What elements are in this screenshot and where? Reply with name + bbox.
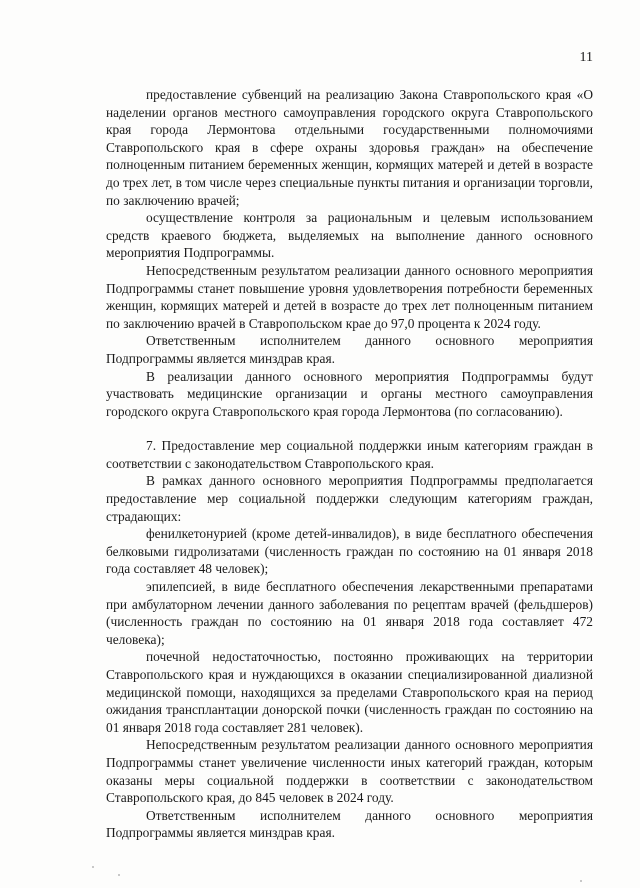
paragraph-renal-failure: почечной недостаточностью, постоянно проживающих на территории Ставропольского края и нуждающихся в оказании специализированной диализной медицинской помощи, находящихся за пределами Ставропольского края на период ожидания трансплантации донорской почки (численность граждан по состоянию на 01 января 2018 года составляет 281 человек). <box>106 649 593 735</box>
paragraph-result-support: Непосредственным результатом реализации данного основного мероприятия Подпрограммы станет увеличение численности иных категорий граждан, которым оказаны меры социальной поддержки в соответствии с законодательством Ставропольского края, до 845 человек в 2024 году. <box>106 737 593 806</box>
paragraph-phenylketonuria: фенилкетонурией (кроме детей-инвалидов), в виде бесплатного обеспечения белковыми гидролизатами (численность граждан по состоянию на 01 января 2018 года составляет 48 человек); <box>106 526 593 577</box>
document-body <box>106 86 593 842</box>
paragraph-result-nutrition: Непосредственным результатом реализации данного основного мероприятия Подпрограммы станет повышение уровня удовлетворения потребности беременных женщин, кормящих матерей и детей в возрасте до трех лет полноценным питанием по заключению врачей в Ставропольском крае до 97,0 процента к 2024 году. <box>106 262 593 331</box>
paragraph-participants: В реализации данного основного мероприятия Подпрограммы будут участвовать медицинские организации и органы местного самоуправления городского округа Ставропольского края города Лермонтова (по согласованию). <box>106 368 593 419</box>
paragraph-epilepsy: эпилепсией, в виде бесплатного обеспечения лекарственными препаратами при амбулаторном лечении данного заболевания по рецептам врачей (фельдшеров) (численность граждан по состоянию на 01 января 2018 года составляет 472 человека); <box>106 579 593 647</box>
paragraph-subventions: предоставление субвенций на реализацию Закона Ставропольского края «О наделении органов местного самоуправления городского округа Ставропольского края города Лермонтова отдельными государственными полномочиями Ставропольского края в сфере охраны здоровья граждан» на обеспечение полноценным питанием беременных женщин, кормящих матерей и детей в возрасте до трех лет, в том числе через специальные пункты питания и организации торговли, по заключению врачей; <box>106 87 593 208</box>
paragraph-budget-control: осуществление контроля за рациональным и целевым использованием средств краевого бюджета, выделяемых на выполнение данного основного мероприятия Подпрограммы. <box>106 210 593 261</box>
scan-speck <box>580 880 582 882</box>
paragraph-responsible-executor: Ответственным исполнителем данного основного мероприятия Подпрограммы является минздрав края. <box>106 333 593 366</box>
section-heading-7: 7. Предоставление мер социальной поддержки иным категориям граждан в соответствии с законодательством Ставропольского края. <box>106 438 593 471</box>
page-number: 11 <box>579 50 593 65</box>
paragraph-responsible-executor-2: Ответственным исполнителем данного основного мероприятия Подпрограммы является минздрав края. <box>106 807 593 841</box>
paragraph-social-support: В рамках данного основного мероприятия Подпрограммы предполагается предоставление мер социальной поддержки следующим категориям граждан, страдающих: <box>106 473 593 524</box>
scan-speck <box>92 866 94 868</box>
scan-speck <box>118 874 120 876</box>
